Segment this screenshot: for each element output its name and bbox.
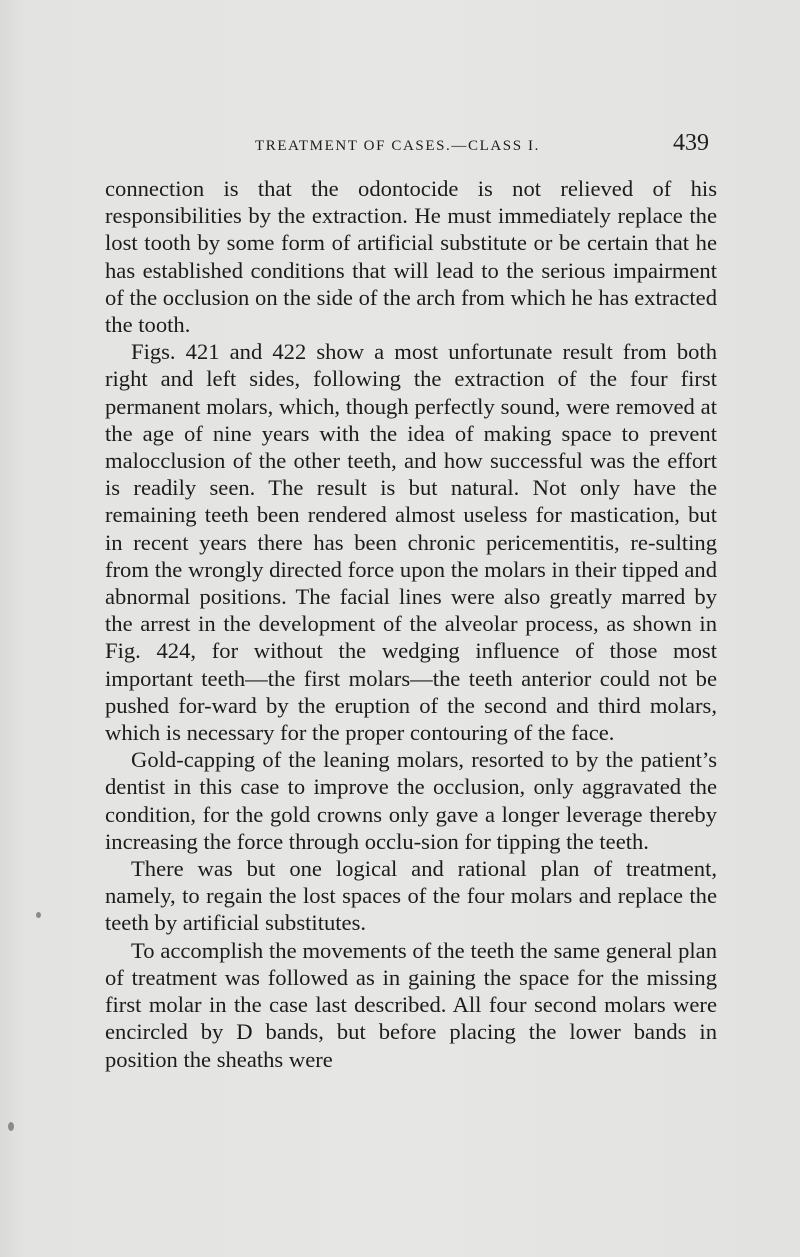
paragraph: Gold-capping of the leaning molars, resorted to by the patient’s dentist in this case to improve the occlusion, only aggravated the condition, for the gold crowns only gave a longer leverage thereby increasing the force through occlu-sion for tipping the teeth.	[105, 747, 717, 854]
paragraph: To accomplish the movements of the teeth the same general plan of treatment was followed as in gaining the space for the missing first molar in the case last described. All four second molars were encircled by D bands, but before placing the lower bands in position the sheaths were	[105, 937, 717, 1072]
paragraph: There was but one logical and rational plan of treatment, namely, to regain the lost spaces of the four molars and replace the teeth by artificial substitutes.	[105, 856, 717, 936]
margin-speck	[8, 1122, 14, 1131]
page-number: 439	[673, 130, 709, 156]
body-text	[105, 175, 717, 1073]
running-head: TREATMENT OF CASES.—CLASS I.	[255, 138, 540, 154]
margin-speck	[36, 912, 41, 918]
paragraph: connection is that the odontocide is not relieved of his responsibilities by the extraction. He must immediately replace the lost tooth by some form of artificial substitute or be certain that he has established conditions that will lead to the serious impairment of the occlusion on the side of the arch from which he has extracted the tooth.	[105, 176, 717, 338]
page-header	[105, 130, 715, 160]
paragraph: Figs. 421 and 422 show a most unfortunate result from both right and left sides, following the extraction of the four first permanent molars, which, though perfectly sound, were removed at the age of nine years with the idea of making space to prevent malocclusion of the other teeth, and how successful was the effort is readily seen. The result is but natural. Not only have the remaining teeth been rendered almost useless for mastication, but in recent years there has been chronic pericementitis, re-sulting from the wrongly directed force upon the molars in their tipped and abnormal positions. The facial lines were also greatly marred by the arrest in the development of the alveolar process, as shown in Fig. 424, for without the wedging influence of those most important teeth—the first molars—the teeth anterior could not be pushed for-ward by the eruption of the second and third molars, which is necessary for the proper contouring of the face.	[105, 339, 717, 746]
